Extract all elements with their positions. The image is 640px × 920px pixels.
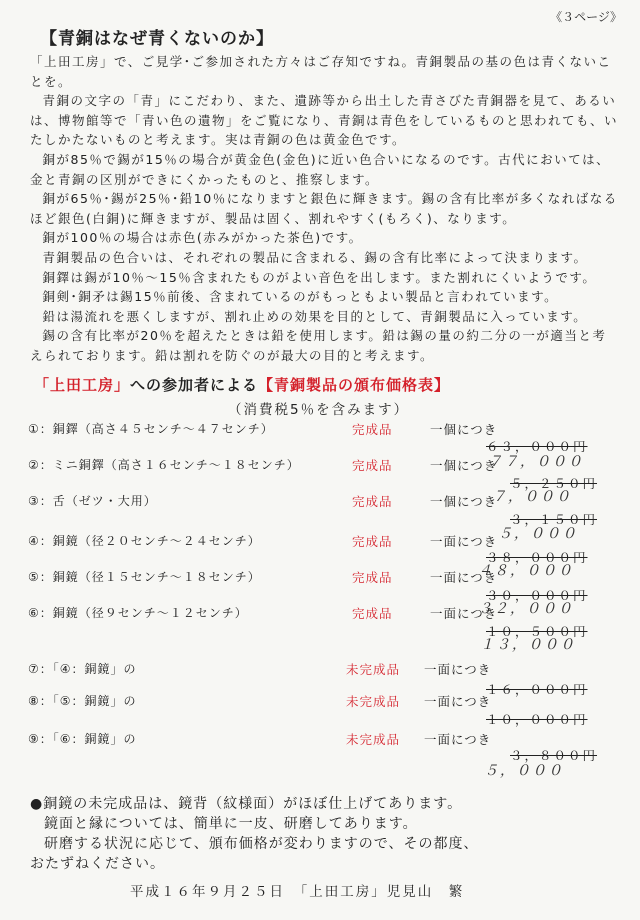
product-status: 未完成品 xyxy=(346,732,401,747)
old-price: ３８，０００円 xyxy=(486,550,588,565)
intro-paragraph: 銅が100％の場合は赤色(赤みがかった茶色)です。 xyxy=(42,230,363,246)
old-price: １０，５００円 xyxy=(486,624,588,639)
intro-paragraph: 銅剣･銅矛は錫15％前後、含まれているのがもっともよい製品と言われています。 xyxy=(42,289,559,305)
product-unit: 一個につき xyxy=(430,458,498,473)
product-unit: 一面につき xyxy=(424,662,492,677)
intro-text xyxy=(30,52,620,366)
tax-note: （消費税5％を含みます） xyxy=(228,402,410,418)
intro-paragraph: 銅が65％･錫が25％･鉛10％になりますと銀色に輝きます。錫の含有比率が多くなればなるほど銀色(白銅)に輝きますが、製品は固く、割れやすく(もろく)、なります。 xyxy=(30,191,618,226)
old-price: ５，２５０円 xyxy=(510,476,598,491)
new-price: ３２，０００ xyxy=(478,601,574,617)
product-unit: 一面につき xyxy=(430,606,498,621)
price-table-title xyxy=(34,374,450,395)
product-unit: 一個につき xyxy=(430,422,498,437)
intro-paragraph: 青銅の文字の「青」にこだわり、また、遺跡等から出土した青さびた青銅器を見て、あるいは、博物館等で「青い色の遺物」をご覧になり、青銅は青色をしているものと思われても、いたしかたないものと考えます。実は青銅の色は黄金色です。 xyxy=(30,93,619,148)
old-price: ６３，０００円 xyxy=(486,439,588,454)
product-status: 完成品 xyxy=(352,606,393,621)
product-unit: 一面につき xyxy=(424,694,492,709)
page-title: 【青銅はなぜ青くないのか】 xyxy=(40,29,274,49)
product-status: 完成品 xyxy=(352,422,393,437)
product-unit: 一面につき xyxy=(424,732,492,747)
intro-paragraph: 銅が85％で錫が15％の場合が黄金色(金色)に近い色合いになるのです。古代においては、金と青銅の区別ができにくかったものと、推察します。 xyxy=(30,151,611,187)
intro-paragraph: 青銅製品の色合いは、それぞれの製品に含まれる、錫の含有比率によって決まります。 xyxy=(42,249,588,265)
new-price: ７７，０００ xyxy=(488,454,584,470)
intro-paragraph: 鉛は湯流れを悪くしますが、割れ止めの効果を目的として、青銅製品に入っています。 xyxy=(42,308,588,324)
new-price: ５，０００ xyxy=(498,526,578,542)
product-name: ⑧：「⑤：銅鏡」の xyxy=(28,694,137,708)
product-name: ②：ミニ銅鐸（高さ１６センチ～１８センチ） xyxy=(28,458,300,472)
product-status: 未完成品 xyxy=(346,694,401,709)
product-unit: 一面につき xyxy=(430,534,498,549)
new-price: １３，０００ xyxy=(480,637,576,653)
product-name: ⑥：銅鏡（径９センチ～１２センチ） xyxy=(28,606,248,620)
product-name: ⑤：銅鏡（径１５センチ～１８センチ） xyxy=(28,570,261,584)
intro-paragraph: 「上田工房」で、ご見学･ご参加された方々はご存知ですね。青銅製品の基の色は青くないことを。 xyxy=(30,54,612,89)
intro-paragraph: 銅鐸は錫が10％～15％含まれたものがよい音色を出します。また割れにくいようです。 xyxy=(42,269,597,285)
new-price: ７，０００ xyxy=(492,489,572,505)
product-status: 未完成品 xyxy=(346,662,401,677)
product-unit: 一個につき xyxy=(430,494,498,509)
note-line: おたずねください。 xyxy=(30,856,165,872)
price-list-heading: 【青銅製品の頒布価格表】 xyxy=(258,376,451,394)
product-name: ⑨：「⑥：銅鏡」の xyxy=(28,732,137,746)
old-price: ３，１５０円 xyxy=(510,512,598,527)
note-line: 鏡面と縁については、簡単に一皮、研磨してあります。 xyxy=(44,816,418,832)
workshop-name: 「上田工房」 xyxy=(34,376,131,394)
old-price: ３０，０００円 xyxy=(486,588,588,603)
note-line: 研磨する状況に応じて、頒布価格が変わりますので、その都度、 xyxy=(44,836,479,852)
product-name: ⑦：「④：銅鏡」の xyxy=(28,662,137,676)
product-status: 完成品 xyxy=(352,458,393,473)
product-status: 完成品 xyxy=(352,534,393,549)
product-name: ③：舌（ゼツ・大用） xyxy=(28,494,157,508)
old-price: １６，０００円 xyxy=(486,682,588,697)
new-price: ５，０００ xyxy=(484,763,564,779)
note-line: ●銅鏡の未完成品は、鏡背（紋様面）がほぼ仕上げてあります。 xyxy=(30,796,463,812)
footer-signature: 平成１６年９月２５日 「上田工房」児見山 繁 xyxy=(130,884,465,900)
product-name: ①：銅鐸（高さ４５センチ～４７センチ） xyxy=(28,422,274,436)
product-status: 完成品 xyxy=(352,570,393,585)
notes xyxy=(30,794,620,874)
product-name: ④：銅鏡（径２０センチ～２４センチ） xyxy=(28,534,261,548)
page-number: 《３ページ》 xyxy=(550,10,622,24)
title-connector: への参加者による xyxy=(130,376,259,394)
old-price: ３，８００円 xyxy=(510,748,598,763)
product-unit: 一面につき xyxy=(430,570,498,585)
product-status: 完成品 xyxy=(352,494,393,509)
intro-paragraph: 錫の含有比率が20％を超えたときは鉛を使用します。鉛は錫の量の約二分の一が適当と考えられております。鉛は割れを防ぐのが最大の目的と考えます。 xyxy=(30,328,607,363)
old-price: １０，０００円 xyxy=(486,712,588,727)
new-price: ４８，０００ xyxy=(478,563,574,579)
